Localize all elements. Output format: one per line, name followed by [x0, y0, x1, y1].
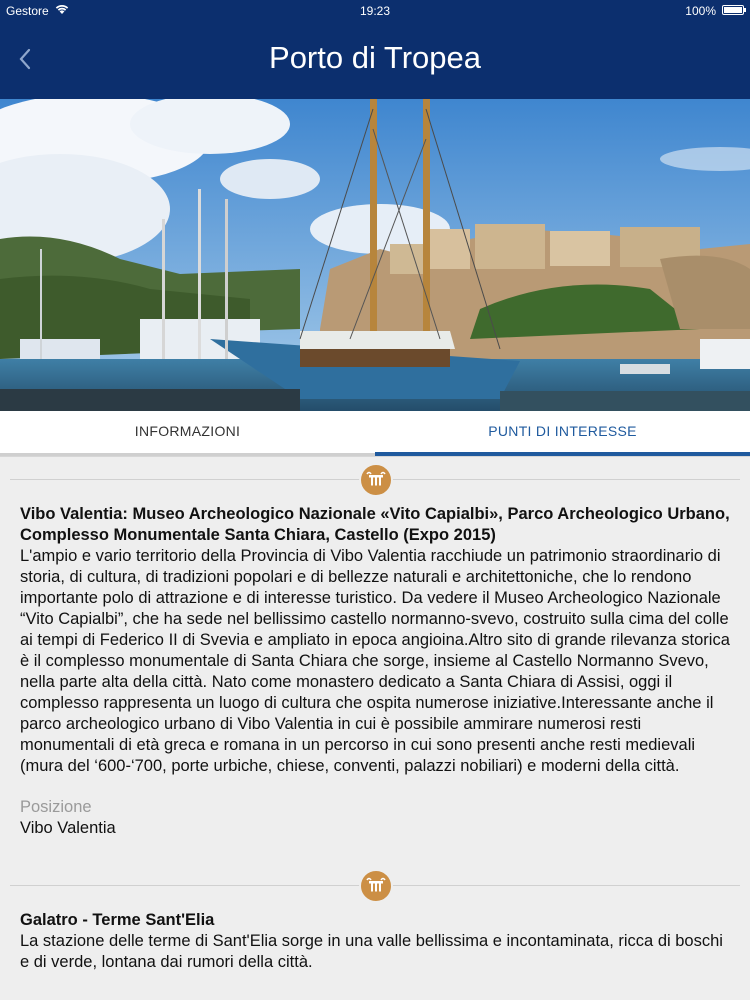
column-icon	[359, 463, 393, 497]
poi-item[interactable]	[0, 504, 750, 839]
battery-percent: 100%	[685, 4, 716, 18]
poi-description: L'ampio e vario territorio della Provincia di Vibo Valentia racchiude un patrimonio straordinario di storia, di cultura, di tradizioni popolari e di bellezze naturali e architettoniche, che lo rendono importante polo di attrazione e di interesse turistico. Da vedere il Museo Archeologico Nazionale “Vito Capialbi”, che ha sede nel bellissimo castello normanno-svevo, costruito sulla cima del colle ai tempi di Federico II di Svevia e ampliato in epoca angioina.Altro sito di grande rilevanza storica è il complesso monumentale di Santa Chiara che sorge, insieme al Castello Normanno Svevo, nella parte alta della città. Nato come monastero dedicato a Santa Chiara di Assisi, oggi il complesso rappresenta un luogo di cultura che ospita numerose iniziative.Interessante anche il parco archeologico urbano di Vibo Valentia in cui è possibile ammirare numerosi resti monumentali di età greca e romana in un percorso in cui sono presenti anche resti medievali (mura del ‘600-‘700, porte urbiche, chiese, conventi, palazzi nobiliari) e moderni della città.	[20, 547, 730, 775]
section-divider	[0, 863, 750, 907]
page-title: Porto di Tropea	[269, 40, 481, 75]
battery-icon	[722, 5, 744, 15]
position-label: Posizione	[20, 798, 92, 816]
tab-punti-di-interesse[interactable]: PUNTI DI INTERESSE	[375, 411, 750, 456]
tab-bar	[0, 411, 750, 457]
clock: 19:23	[359, 4, 391, 18]
poi-item[interactable]	[0, 910, 750, 973]
position-value: Vibo Valentia	[20, 819, 116, 837]
poi-title: Vibo Valentia: Museo Archeologico Nazionale «Vito Capialbi», Parco Archeologico Urbano, Complesso Monumentale Santa Chiara, Castello (Expo 2015)	[20, 505, 730, 544]
column-icon	[359, 869, 393, 903]
poi-description: La stazione delle terme di Sant'Elia sorge in una valle bellissima e incontaminata, ricca di boschi e di verde, lontana dai rumori della città.	[20, 932, 723, 971]
section-divider	[0, 457, 750, 501]
top-bar	[0, 0, 750, 99]
carrier-label: Gestore	[6, 4, 49, 18]
tab-informazioni[interactable]: INFORMAZIONI	[0, 411, 375, 456]
poi-title: Galatro - Terme Sant'Elia	[20, 911, 215, 929]
status-bar	[0, 0, 750, 22]
hero-photo	[0, 99, 750, 411]
poi-list	[0, 457, 750, 973]
